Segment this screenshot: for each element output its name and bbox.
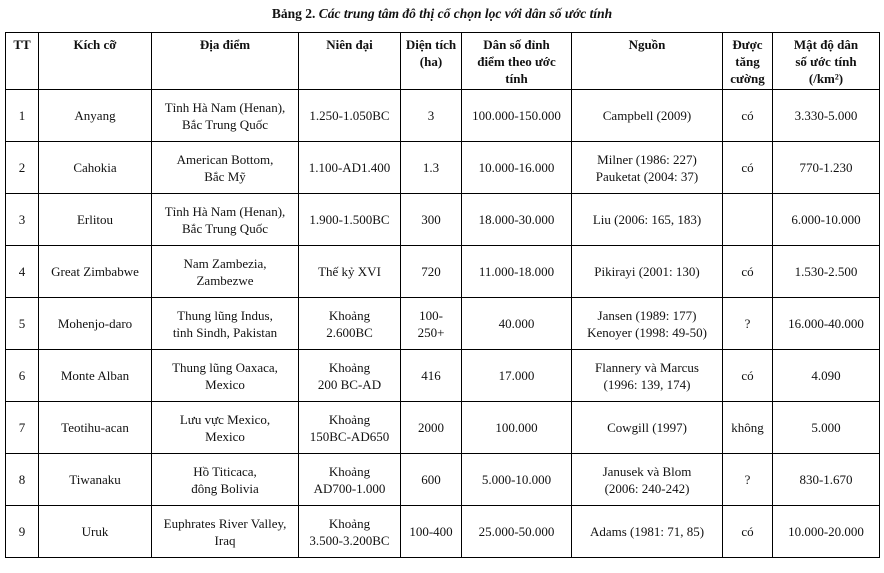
cell-tt: 7: [6, 402, 39, 454]
urban-centers-table: [5, 32, 880, 558]
cell-kich-co: Tiwanaku: [39, 454, 152, 506]
cell-tang-cuong: ?: [723, 454, 773, 506]
cell-tang-cuong: có: [723, 506, 773, 558]
header-row: [6, 33, 880, 90]
cell-mat-do: 3.330-5.000: [773, 90, 880, 142]
cell-dien-tich: 300: [401, 194, 462, 246]
cell-nguon: Cowgill (1997): [572, 402, 723, 454]
cell-mat-do: 6.000-10.000: [773, 194, 880, 246]
cell-tang-cuong: có: [723, 350, 773, 402]
cell-tt: 4: [6, 246, 39, 298]
cell-dia-diem: Lưu vực Mexico, Mexico: [152, 402, 299, 454]
cell-tt: 5: [6, 298, 39, 350]
table-row: [6, 298, 880, 350]
cell-mat-do: 830-1.670: [773, 454, 880, 506]
table-row: [6, 454, 880, 506]
header-dien-tich: Diện tích (ha): [401, 33, 462, 90]
cell-nien-dai: Khoảng 150BC-AD650: [299, 402, 401, 454]
header-tang-cuong: Được tăng cường: [723, 33, 773, 90]
table-row: [6, 142, 880, 194]
cell-dia-diem: Hồ Titicaca, đông Bolivia: [152, 454, 299, 506]
cell-kich-co: Uruk: [39, 506, 152, 558]
cell-dan-so: 17.000: [462, 350, 572, 402]
cell-dien-tich: 600: [401, 454, 462, 506]
cell-nguon: Janusek và Blom (2006: 240-242): [572, 454, 723, 506]
header-dan-so: Dân số đỉnh điểm theo ước tính: [462, 33, 572, 90]
cell-kich-co: Mohenjo-daro: [39, 298, 152, 350]
cell-dia-diem: Thung lũng Oaxaca, Mexico: [152, 350, 299, 402]
cell-kich-co: Cahokia: [39, 142, 152, 194]
cell-dan-so: 100.000-150.000: [462, 90, 572, 142]
header-dia-diem: Địa điểm: [152, 33, 299, 90]
header-tt: TT: [6, 33, 39, 90]
cell-nien-dai: 1.900-1.500BC: [299, 194, 401, 246]
cell-dia-diem: Tỉnh Hà Nam (Henan), Bắc Trung Quốc: [152, 194, 299, 246]
cell-tang-cuong: có: [723, 142, 773, 194]
cell-kich-co: Anyang: [39, 90, 152, 142]
cell-kich-co: Erlitou: [39, 194, 152, 246]
table-row: [6, 506, 880, 558]
cell-nguon: Liu (2006: 165, 183): [572, 194, 723, 246]
cell-dien-tich: 2000: [401, 402, 462, 454]
cell-tt: 9: [6, 506, 39, 558]
cell-dia-diem: Euphrates River Valley, Iraq: [152, 506, 299, 558]
caption-title: Các trung tâm đô thị cổ chọn lọc với dân số ước tính: [318, 6, 613, 21]
cell-dien-tich: 3: [401, 90, 462, 142]
cell-dan-so: 10.000-16.000: [462, 142, 572, 194]
cell-tang-cuong: có: [723, 90, 773, 142]
cell-nguon: Pikirayi (2001: 130): [572, 246, 723, 298]
cell-tt: 2: [6, 142, 39, 194]
cell-nguon: Campbell (2009): [572, 90, 723, 142]
cell-nguon: Milner (1986: 227) Pauketat (2004: 37): [572, 142, 723, 194]
header-nguon: Nguồn: [572, 33, 723, 90]
cell-dia-diem: American Bottom, Bắc Mỹ: [152, 142, 299, 194]
cell-dien-tich: 100-400: [401, 506, 462, 558]
cell-nguon: Adams (1981: 71, 85): [572, 506, 723, 558]
cell-nien-dai: Khoảng AD700-1.000: [299, 454, 401, 506]
cell-tt: 8: [6, 454, 39, 506]
cell-dan-so: 40.000: [462, 298, 572, 350]
cell-dia-diem: Nam Zambezia, Zambezwe: [152, 246, 299, 298]
cell-tang-cuong: không: [723, 402, 773, 454]
cell-mat-do: 10.000-20.000: [773, 506, 880, 558]
table-caption: [0, 6, 884, 22]
cell-tt: 1: [6, 90, 39, 142]
cell-dan-so: 100.000: [462, 402, 572, 454]
cell-nien-dai: Khoảng 3.500-3.200BC: [299, 506, 401, 558]
table-row: [6, 402, 880, 454]
cell-tang-cuong: ?: [723, 298, 773, 350]
cell-tt: 6: [6, 350, 39, 402]
table-row: [6, 350, 880, 402]
header-nien-dai: Niên đại: [299, 33, 401, 90]
header-mat-do: Mật độ dân số ước tính (/km²): [773, 33, 880, 90]
cell-nien-dai: 1.100-AD1.400: [299, 142, 401, 194]
caption-label: Bảng 2.: [271, 6, 316, 21]
cell-kich-co: Monte Alban: [39, 350, 152, 402]
cell-dia-diem: Thung lũng Indus, tỉnh Sindh, Pakistan: [152, 298, 299, 350]
cell-nguon: Flannery và Marcus (1996: 139, 174): [572, 350, 723, 402]
cell-dia-diem: Tỉnh Hà Nam (Henan), Bắc Trung Quốc: [152, 90, 299, 142]
cell-dan-so: 5.000-10.000: [462, 454, 572, 506]
table-row: [6, 90, 880, 142]
cell-nien-dai: Thế kỷ XVI: [299, 246, 401, 298]
cell-tang-cuong: [723, 194, 773, 246]
cell-dien-tich: 720: [401, 246, 462, 298]
cell-mat-do: 4.090: [773, 350, 880, 402]
cell-mat-do: 5.000: [773, 402, 880, 454]
cell-nguon: Jansen (1989: 177) Kenoyer (1998: 49-50): [572, 298, 723, 350]
table-row: [6, 246, 880, 298]
cell-nien-dai: Khoảng 200 BC-AD: [299, 350, 401, 402]
cell-kich-co: Teotihu-acan: [39, 402, 152, 454]
cell-mat-do: 770-1.230: [773, 142, 880, 194]
cell-nien-dai: Khoảng 2.600BC: [299, 298, 401, 350]
cell-dan-so: 18.000-30.000: [462, 194, 572, 246]
cell-dien-tich: 100- 250+: [401, 298, 462, 350]
cell-kich-co: Great Zimbabwe: [39, 246, 152, 298]
cell-dien-tich: 416: [401, 350, 462, 402]
table-row: [6, 194, 880, 246]
cell-dien-tich: 1.3: [401, 142, 462, 194]
header-kich-co: Kích cỡ: [39, 33, 152, 90]
cell-mat-do: 1.530-2.500: [773, 246, 880, 298]
cell-dan-so: 11.000-18.000: [462, 246, 572, 298]
cell-dan-so: 25.000-50.000: [462, 506, 572, 558]
cell-mat-do: 16.000-40.000: [773, 298, 880, 350]
cell-nien-dai: 1.250-1.050BC: [299, 90, 401, 142]
cell-tang-cuong: có: [723, 246, 773, 298]
cell-tt: 3: [6, 194, 39, 246]
